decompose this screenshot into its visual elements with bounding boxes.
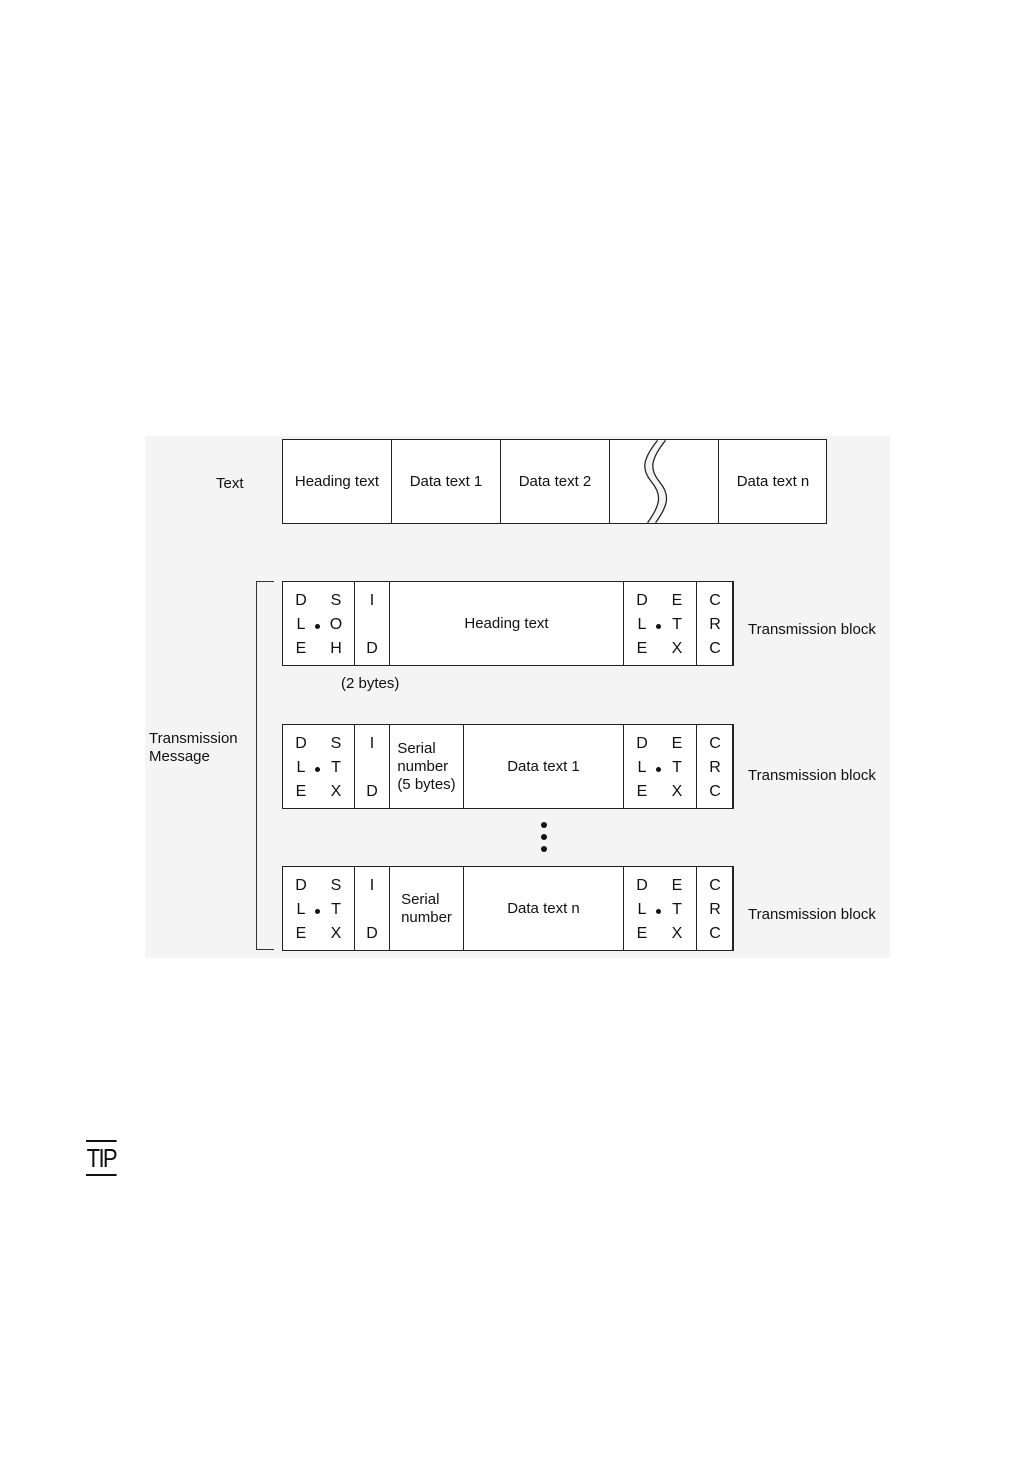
start-control-char: E bbox=[295, 783, 307, 800]
end-control-char: L bbox=[637, 901, 647, 918]
end-control-char: T bbox=[672, 901, 682, 918]
tip-icon: TIP bbox=[86, 1140, 117, 1176]
transmission-block-data-1 bbox=[282, 724, 734, 809]
crc-char: C bbox=[709, 735, 721, 752]
end-control-cell bbox=[624, 725, 697, 808]
end-control-char: X bbox=[671, 640, 683, 657]
end-control-char: D bbox=[636, 592, 648, 609]
crc-cell bbox=[697, 582, 733, 665]
id-cell bbox=[355, 582, 390, 665]
transmission-block-label-1: Transmission block bbox=[748, 621, 876, 638]
break-mark-icon bbox=[610, 440, 718, 523]
id-char: I bbox=[369, 877, 375, 894]
end-control-char: X bbox=[671, 783, 683, 800]
separator-dot bbox=[315, 909, 320, 914]
text-cell-data-2: Data text 2 bbox=[501, 440, 610, 523]
id-char: D bbox=[366, 925, 378, 942]
crc-char: R bbox=[709, 759, 721, 776]
start-control-char: L bbox=[296, 759, 306, 776]
id-char: I bbox=[369, 592, 375, 609]
start-control-char: S bbox=[330, 735, 342, 752]
id-char: I bbox=[369, 735, 375, 752]
transmission-block-label-2: Transmission block bbox=[748, 767, 876, 784]
text-row-label: Text bbox=[216, 475, 244, 492]
start-control-char: D bbox=[295, 592, 307, 609]
start-control-char: O bbox=[329, 616, 343, 633]
crc-char: C bbox=[709, 925, 721, 942]
transmission-block-data-n bbox=[282, 866, 734, 951]
transmission-message-label: Transmission Message bbox=[149, 730, 238, 765]
crc-cell bbox=[697, 725, 733, 808]
id-char: D bbox=[366, 640, 378, 657]
ellipsis-dot bbox=[541, 834, 547, 840]
start-control-char: T bbox=[331, 901, 341, 918]
end-control-char: E bbox=[671, 877, 683, 894]
end-control-char: T bbox=[672, 759, 682, 776]
end-control-char: E bbox=[636, 925, 648, 942]
separator-dot bbox=[315, 767, 320, 772]
ellipsis-dot bbox=[541, 846, 547, 852]
start-control-char: X bbox=[330, 925, 342, 942]
crc-char: R bbox=[709, 616, 721, 633]
start-control-char: D bbox=[295, 877, 307, 894]
start-control-char: S bbox=[330, 592, 342, 609]
crc-char: C bbox=[709, 783, 721, 800]
transmission-block-label-3: Transmission block bbox=[748, 906, 876, 923]
id-cell bbox=[355, 867, 390, 950]
start-control-char: X bbox=[330, 783, 342, 800]
text-row-frame bbox=[282, 439, 827, 524]
end-control-char: E bbox=[671, 592, 683, 609]
end-control-char: D bbox=[636, 877, 648, 894]
text-cell-break bbox=[610, 440, 719, 523]
id-size-note: (2 bytes) bbox=[341, 675, 400, 692]
start-control-char: E bbox=[295, 925, 307, 942]
end-control-char: D bbox=[636, 735, 648, 752]
end-control-char: E bbox=[671, 735, 683, 752]
content-cell: Heading text bbox=[390, 582, 624, 665]
start-control-cell bbox=[283, 582, 355, 665]
crc-char: C bbox=[709, 640, 721, 657]
id-cell bbox=[355, 725, 390, 808]
content-cell: Data text n bbox=[464, 867, 624, 950]
end-control-cell bbox=[624, 582, 697, 665]
crc-char: R bbox=[709, 901, 721, 918]
end-control-char: L bbox=[637, 759, 647, 776]
end-control-char: X bbox=[671, 925, 683, 942]
transmission-message-bracket bbox=[256, 581, 274, 950]
separator-dot bbox=[656, 909, 661, 914]
text-cell-heading: Heading text bbox=[283, 440, 392, 523]
start-control-char: H bbox=[330, 640, 342, 657]
start-control-char: T bbox=[331, 759, 341, 776]
start-control-cell bbox=[283, 867, 355, 950]
transmission-block-heading bbox=[282, 581, 734, 666]
separator-dot bbox=[656, 767, 661, 772]
end-control-char: E bbox=[636, 640, 648, 657]
serial-number-cell bbox=[390, 867, 464, 950]
text-cell-data-n: Data text n bbox=[736, 473, 810, 490]
crc-char: C bbox=[709, 877, 721, 894]
end-control-char: T bbox=[672, 616, 682, 633]
id-char: D bbox=[366, 783, 378, 800]
crc-char: C bbox=[709, 592, 721, 609]
serial-number-cell bbox=[390, 725, 464, 808]
end-control-char: E bbox=[636, 783, 648, 800]
start-control-char: S bbox=[330, 877, 342, 894]
start-control-char: L bbox=[296, 616, 306, 633]
crc-cell bbox=[697, 867, 733, 950]
end-control-cell bbox=[624, 867, 697, 950]
separator-dot bbox=[656, 624, 661, 629]
text-cell-data-1: Data text 1 bbox=[392, 440, 501, 523]
end-control-char: L bbox=[637, 616, 647, 633]
content-cell: Data text 1 bbox=[464, 725, 624, 808]
start-control-char: D bbox=[295, 735, 307, 752]
serial-number-text: Serial number (5 bytes) bbox=[397, 739, 456, 793]
start-control-char: L bbox=[296, 901, 306, 918]
start-control-char: E bbox=[295, 640, 307, 657]
start-control-cell bbox=[283, 725, 355, 808]
separator-dot bbox=[315, 624, 320, 629]
serial-number-text: Serial number bbox=[401, 890, 452, 926]
ellipsis-dot bbox=[541, 822, 547, 828]
